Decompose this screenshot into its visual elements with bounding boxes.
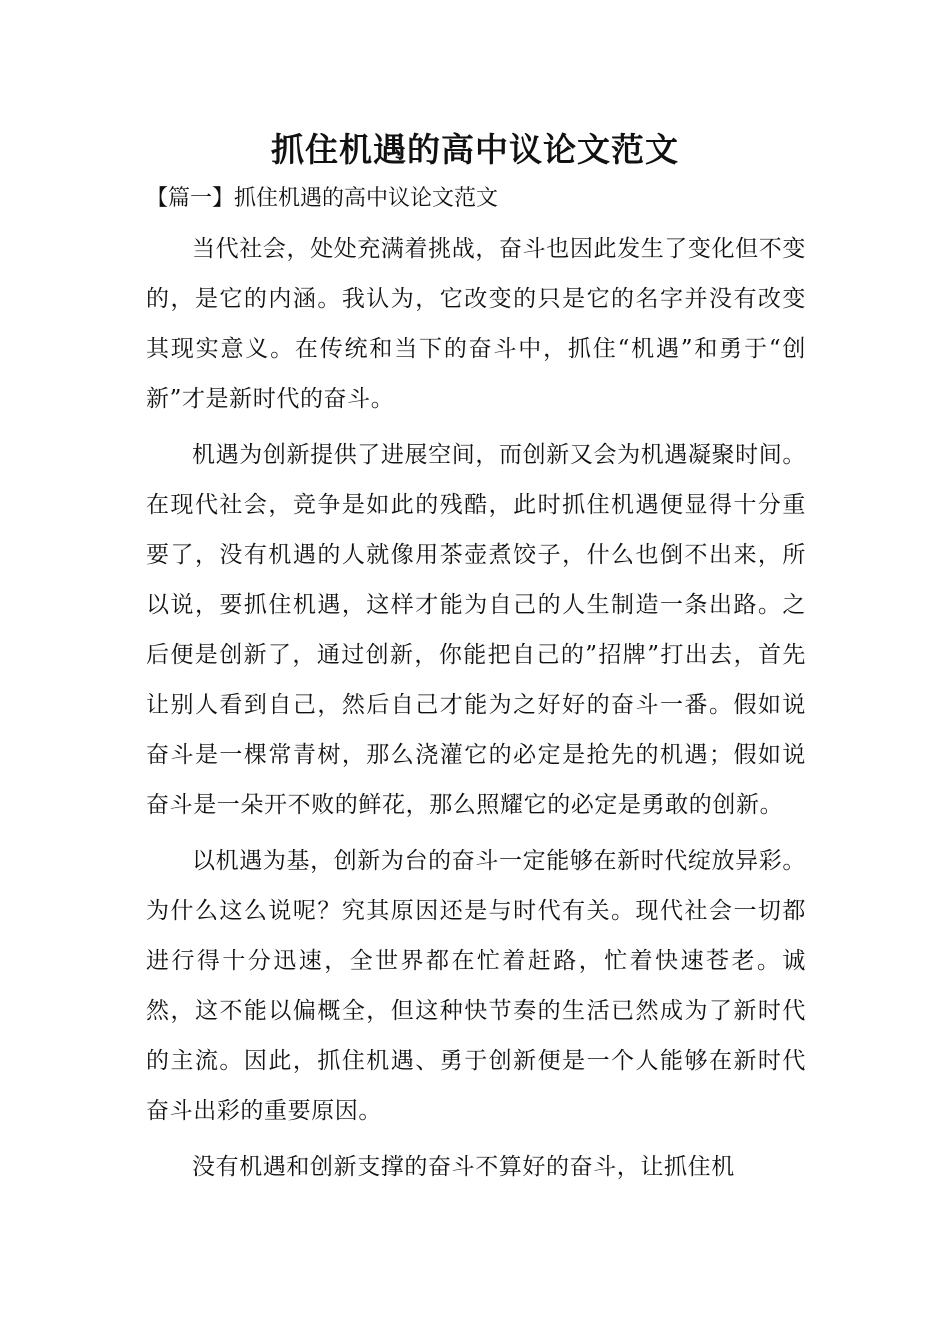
document-title: 抓住机遇的高中议论文范文 [271,130,679,169]
section-heading: 【篇一】抓住机遇的高中议论文范文 [146,186,499,211]
paragraph-4: 没有机遇和创新支撑的奋斗不算好的奋斗，让抓住机 [192,1154,735,1180]
essay-body [146,224,806,1198]
paragraph-1: 当代社会，处处充满着挑战，奋斗也因此发生了变化但不变的，是它的内涵。我认为，它改变的只是它的名字并没有改变其现实意义。在传统和当下的奋斗中，抓住“机遇”和勇于“创新”才是新时代的奋斗。 [146,236,806,412]
paragraph-3: 以机遇为基，创新为台的奋斗一定能够在新时代绽放异彩。为什么这么说呢？究其原因还是与时代有关。现代社会一切都进行得十分迅速，全世界都在忙着赶路，忙着快速苍老。诚然，这不能以偏概全，但这种快节奏的生活已然成为了新时代的主流。因此，抓住机遇、勇于创新便是一个人能够在新时代奋斗出彩的重要原因。 [146,848,806,1124]
paragraph-2: 机遇为创新提供了进展空间，而创新又会为机遇凝聚时间。在现代社会，竞争是如此的残酷，此时抓住机遇便显得十分重要了，没有机遇的人就像用茶壶煮饺子，什么也倒不出来，所以说，要抓住机遇，这样才能为自己的人生制造一条出路。之后便是创新了，通过创新，你能把自己的”招牌”打出去，首先让别人看到自己，然后自己才能为之好好的奋斗一番。假如说奋斗是一棵常青树，那么浇灌它的必定是抢先的机遇；假如说奋斗是一朵开不败的鲜花，那么照耀它的必定是勇敢的创新。 [146,442,806,818]
